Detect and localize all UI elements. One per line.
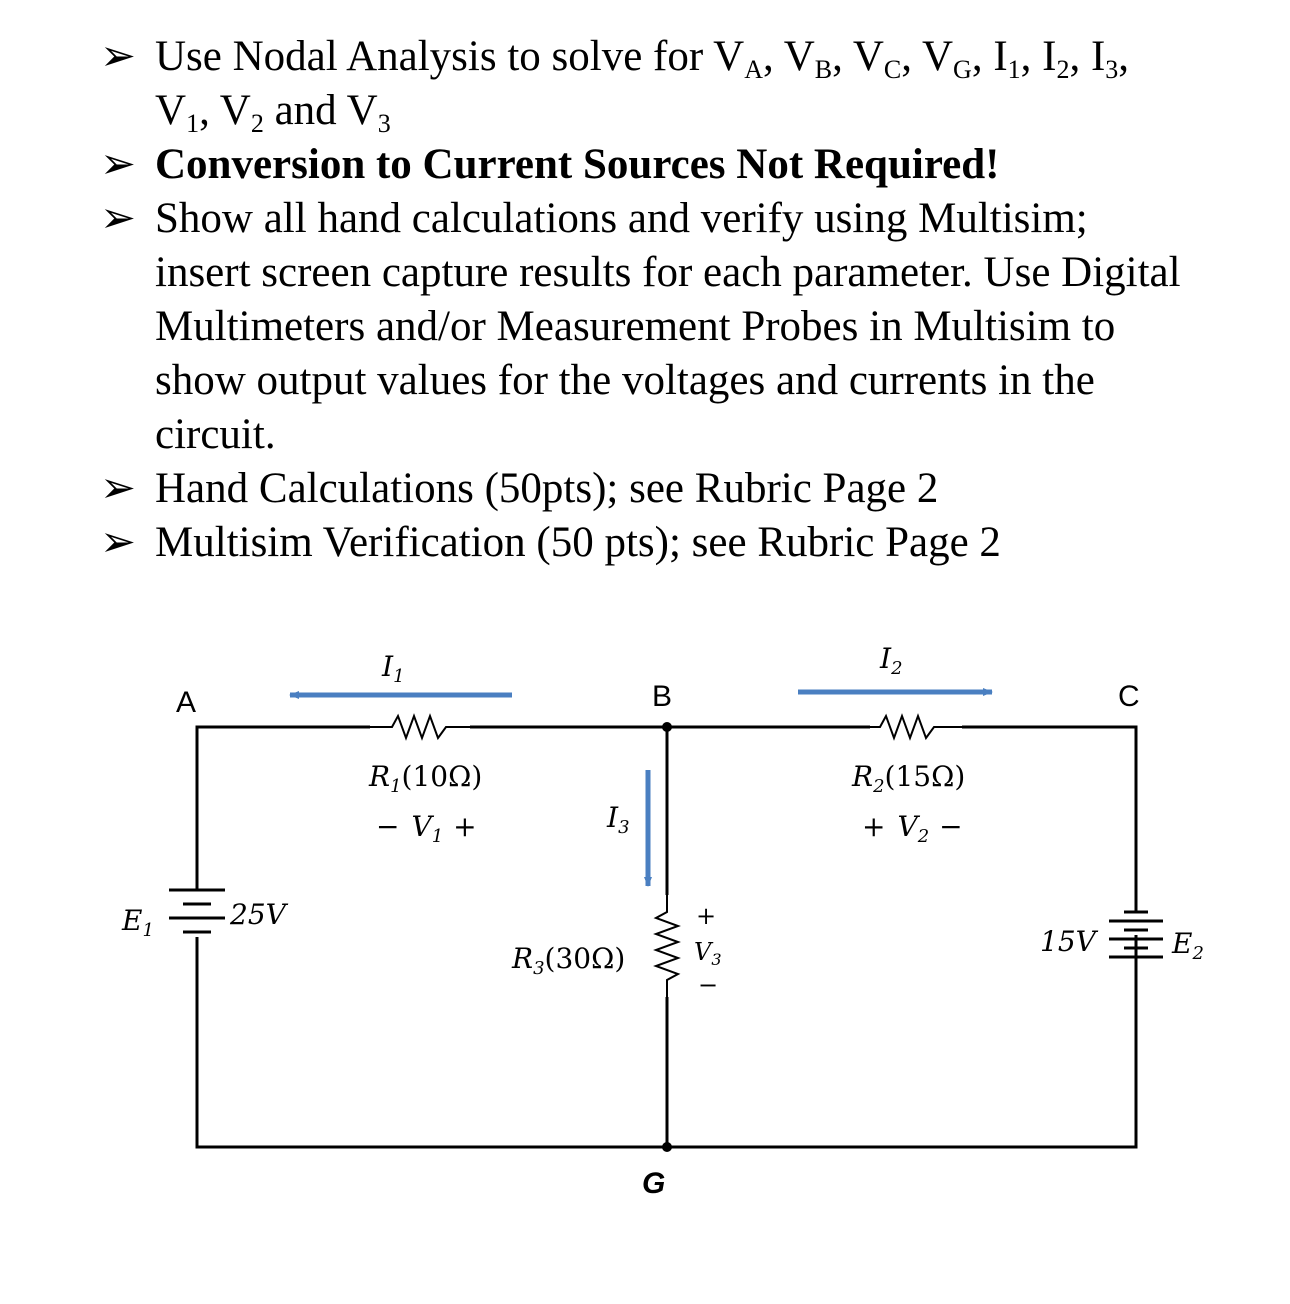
r3-zigzag	[656, 895, 678, 997]
instruction-text: Hand Calculations (50pts); see Rubric Page 2	[155, 465, 939, 512]
i1-label: $I_1$	[382, 650, 405, 687]
v1-polarity: − $V_1$ +	[376, 810, 477, 847]
r2-zigzag	[870, 716, 962, 738]
wire-left	[197, 727, 370, 890]
bullet-marker: ➢	[100, 195, 137, 242]
instruction-text: Use Nodal Analysis to solve for $V_A$, $V_B$, $V_C$, $V_G$, $I_1$, $I_2$, $I_3$, $V_1$, $V_2$ and $V_3$	[155, 33, 1130, 138]
r1-label: $R_1(10\Omega)$	[369, 760, 483, 797]
bullet-marker: ➢	[100, 141, 137, 188]
e1-label: $E_1$	[122, 904, 154, 941]
r3-label: $R_3(30\Omega)$	[512, 942, 626, 979]
battery-e1	[169, 890, 225, 932]
bullet-marker: ➢	[100, 465, 137, 512]
bullet-marker: ➢	[100, 33, 137, 80]
e2-value: 15V	[1040, 925, 1096, 958]
node-label-g: G	[642, 1167, 666, 1200]
node-label-a: A	[176, 686, 197, 719]
node-labels	[176, 680, 1140, 1200]
r1-zigzag	[370, 716, 470, 738]
r2-label: $R_2(15\Omega)$	[852, 760, 966, 797]
i3-label: $I_3$	[607, 801, 630, 838]
bullet-marker: ➢	[100, 519, 137, 566]
v3-minus: −	[698, 971, 719, 999]
junction-b	[662, 722, 672, 732]
resistor-r2	[870, 716, 962, 738]
v3-plus: +	[696, 902, 717, 930]
wire-right	[962, 727, 1136, 912]
v3-label: $V_3$	[694, 938, 722, 969]
instruction-text: Conversion to Current Sources Not Required!	[155, 141, 1000, 188]
e1-value: 25V	[230, 898, 286, 931]
instruction-text: Multisim Verification (50 pts); see Rubric Page 2	[155, 519, 1001, 566]
node-label-b: B	[652, 680, 673, 713]
resistor-r3	[656, 895, 678, 997]
i2-label: $I_2$	[880, 642, 903, 679]
node-label-c: C	[1118, 680, 1140, 713]
resistor-r1	[370, 716, 470, 738]
junction-g	[662, 1142, 672, 1152]
e2-label: $E_2$	[1172, 927, 1204, 964]
v2-polarity: + $V_2$ −	[862, 810, 963, 847]
instruction-text: Show all hand calculations and verify using Multisim; insert screen capture results for each parameter. Use Digital Multimeters and/or Measurement Probes in Multisim to show output values for the voltages and currents in the circuit.	[155, 195, 1181, 458]
